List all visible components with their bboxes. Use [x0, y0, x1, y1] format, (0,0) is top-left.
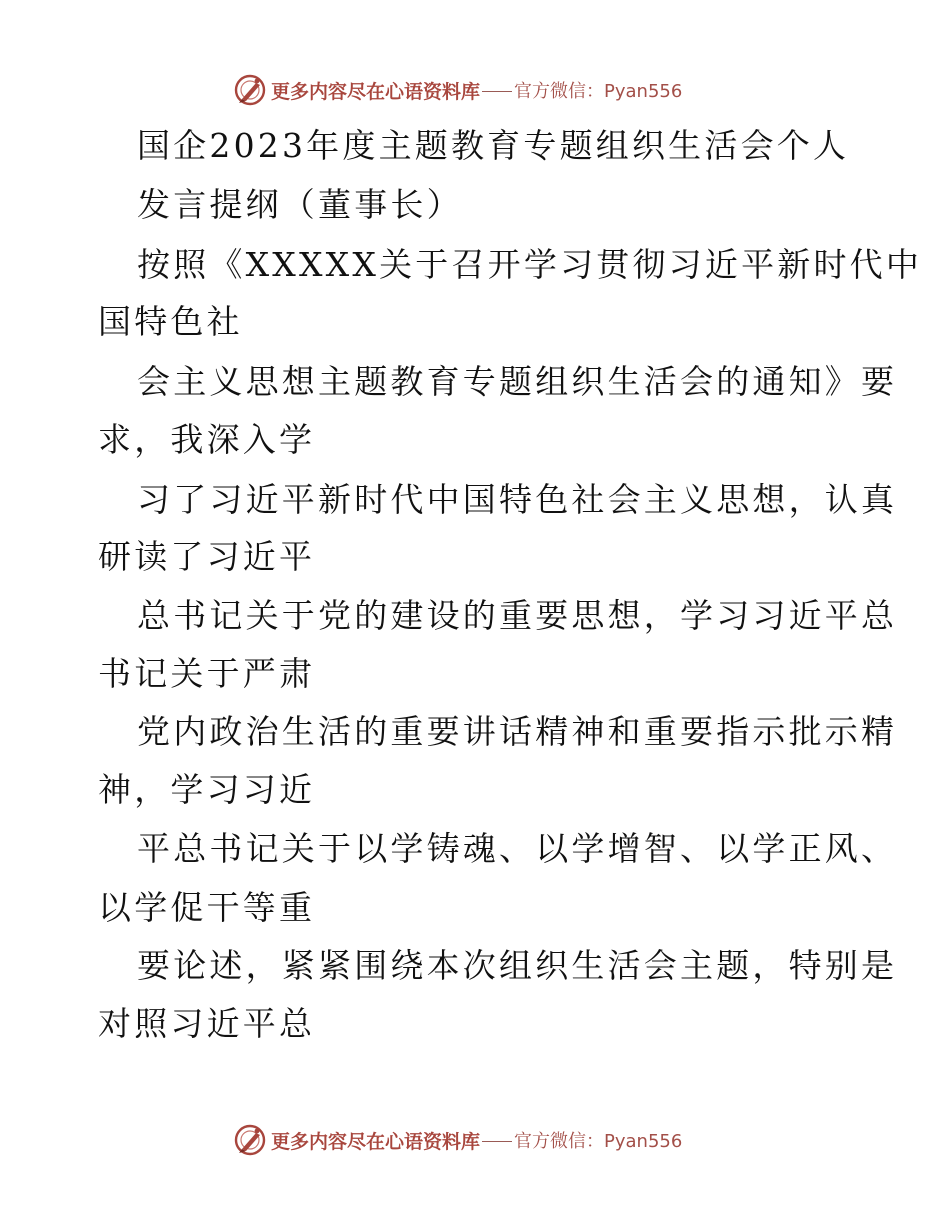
pen-circle-logo-icon: [233, 1123, 267, 1157]
body-line: 会主义思想主题教育专题组织生活会的通知》要: [137, 362, 898, 401]
watermark-left-text: 更多内容尽在心语资料库: [271, 80, 481, 103]
body-line: 国特色社: [98, 302, 243, 341]
pen-circle-logo-icon: [233, 73, 267, 107]
body-line: 党内政治生活的重要讲话精神和重要指示批示精: [137, 712, 898, 751]
watermark-right-text: 官方微信：Pyan556: [514, 81, 683, 102]
body-line: 习了习近平新时代中国特色社会主义思想，认真: [137, 480, 898, 519]
document-title-line-1: 国企2023年度主题教育专题组织生活会个人: [137, 126, 850, 165]
watermark-left-text: 更多内容尽在心语资料库: [271, 1130, 481, 1153]
body-line: 总书记关于党的建设的重要思想，学习习近平总: [137, 596, 898, 635]
body-line: 求，我深入学: [98, 420, 316, 459]
body-line: 以学促干等重: [98, 888, 316, 927]
watermark-dash: [482, 91, 512, 92]
watermark-right-text: 官方微信：Pyan556: [514, 1131, 683, 1152]
body-line: 研读了习近平: [98, 537, 316, 576]
body-line: 按照《XXXXX关于召开学习贯彻习近平新时代中: [137, 245, 923, 284]
body-line: 书记关于严肃: [98, 654, 316, 693]
header-watermark: [233, 72, 713, 108]
watermark-dash: [482, 1141, 512, 1142]
body-line: 平总书记关于以学铸魂、以学增智、以学正风、: [137, 829, 898, 868]
document-title-line-2: 发言提纲（董事长）: [137, 185, 463, 224]
body-line: 要论述，紧紧围绕本次组织生活会主题，特别是: [137, 946, 898, 985]
body-line: 神，学习习近: [98, 770, 316, 809]
footer-watermark: [233, 1122, 713, 1158]
body-line: 对照习近平总: [98, 1004, 316, 1043]
